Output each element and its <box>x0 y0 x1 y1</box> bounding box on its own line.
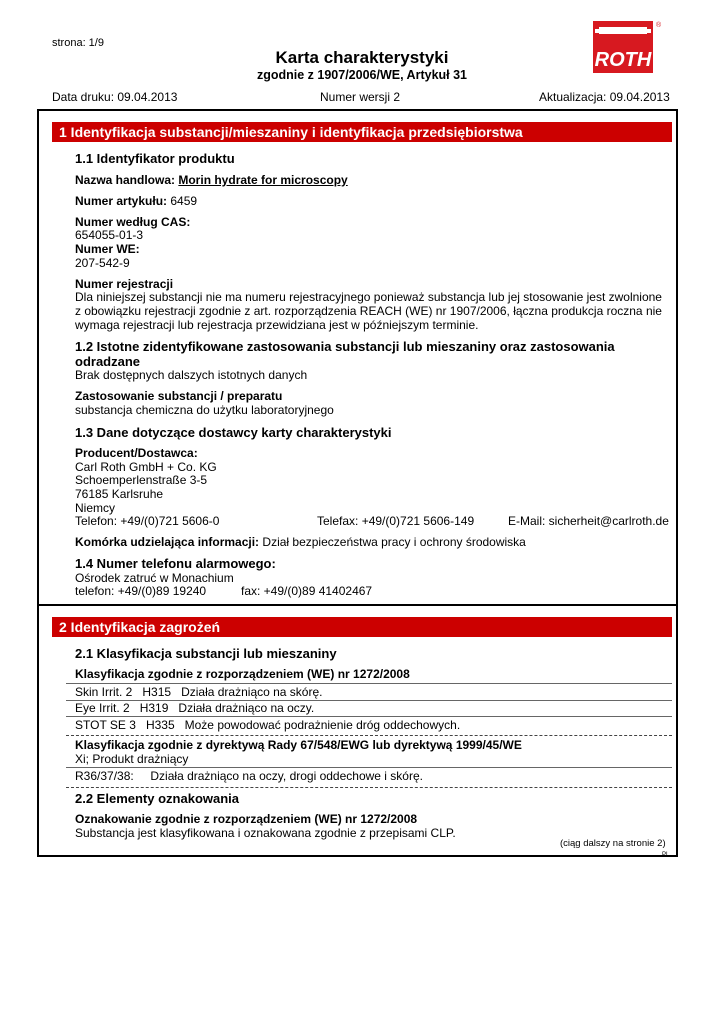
clp-code: H315 <box>142 685 172 699</box>
clp-text: Działa drażniąco na skórę. <box>181 685 323 699</box>
clp-text: Działa drażniąco na oczy. <box>178 701 315 715</box>
subsection-1-2-title-line-1: 1.2 Istotne zidentyfikowane zastosowania substancji lub mieszaniny oraz zastosowania <box>75 339 615 354</box>
dashed-separator-1 <box>66 735 672 736</box>
clp-class: STOT SE 3 <box>75 718 136 732</box>
trade-name-row <box>75 173 348 187</box>
use-value: substancja chemiczna do użytku laboratoryjnego <box>75 403 334 417</box>
dsd-code: R36/37/38: <box>75 769 134 783</box>
clp-class: Eye Irrit. 2 <box>75 701 130 715</box>
subsection-2-2-title: 2.2 Elementy oznakowania <box>75 791 240 806</box>
clp-row <box>75 701 314 715</box>
dsd-classification-label: Klasyfikacja zgodnie z dyrektywą Rady 67/548/EWG lub dyrektywą 1999/45/WE <box>75 738 522 752</box>
roth-logo <box>593 21 662 75</box>
article-number-label: Numer artykułu: <box>75 194 168 208</box>
company-street: Schoemperlenstraße 3-5 <box>75 473 208 487</box>
info-row <box>75 535 526 549</box>
section-2-heading: 2 Identyfikacja zagrożeń <box>52 617 672 637</box>
company-fax: Telefax: +49/(0)721 5606-149 <box>317 514 475 528</box>
subsection-1-2-title-line-2: odradzane <box>75 354 141 369</box>
we-label: Numer WE: <box>75 242 140 256</box>
company-email[interactable]: E-Mail: sicherheit@carlroth.de <box>508 514 669 528</box>
clp-code: H335 <box>145 718 175 732</box>
clp-text: Może powodować podrażnienie dróg oddechowych. <box>184 718 461 732</box>
company-country: Niemcy <box>75 501 116 515</box>
document-subtitle: zgodnie z 1907/2006/WE, Artykuł 31 <box>256 68 468 82</box>
article-number-value: 6459 <box>170 194 198 208</box>
logo-text: ROTH <box>594 49 652 71</box>
company-phone: Telefon: +49/(0)721 5606-0 <box>75 514 220 528</box>
page-number: strona: 1/9 <box>52 37 104 49</box>
info-value: Dział bezpieczeństwa pracy i ochrony środowiska <box>262 535 526 549</box>
info-label: Komórka udzielająca informacji: <box>75 535 260 549</box>
registration-text-line-2: z obowiązku rejestracji zgodnie z art. rozporządzenia REACH (WE) nr 1907/2006, łączna produkcja roczna nie <box>75 304 662 318</box>
emergency-phone: telefon: +49/(0)89 19240 <box>75 584 207 598</box>
clp-row <box>75 718 460 732</box>
dsd-text: Działa drażniąco na oczy, drogi oddechowe i skórę. <box>150 769 423 783</box>
subsection-1-3-title: 1.3 Dane dotyczące dostawcy karty charakterystyki <box>75 425 392 440</box>
company-name: Carl Roth GmbH + Co. KG <box>75 460 217 474</box>
producer-label: Producent/Dostawca: <box>75 446 198 460</box>
clp-classification-label: Klasyfikacja zgodnie z rozporządzeniem (WE) nr 1272/2008 <box>75 667 410 681</box>
subsection-1-4-title: 1.4 Numer telefonu alarmowego: <box>75 556 276 571</box>
version-number: Numer wersji 2 <box>320 90 401 104</box>
article-number-row <box>75 194 197 208</box>
subsection-1-1-title: 1.1 Identyfikator produktu <box>75 151 235 166</box>
dsd-separator <box>66 767 672 768</box>
section-divider <box>37 604 678 606</box>
we-value: 207-542-9 <box>75 256 130 270</box>
trade-name-label: Nazwa handlowa: <box>75 173 176 187</box>
emergency-fax: fax: +49/(0)89 41402467 <box>241 584 373 598</box>
uses-text: Brak dostępnych dalszych istotnych danych <box>75 368 308 382</box>
subsection-2-1-title: 2.1 Klasyfikacja substancji lub mieszaniny <box>75 646 337 661</box>
registration-text-line-1: Dla niniejszej substancji nie ma numeru rejestracyjnego ponieważ substancja lub jej stosowanie jest zwolnione <box>75 290 662 304</box>
dsd-symbol: Xi; Produkt drażniący <box>75 752 189 766</box>
clp-class: Skin Irrit. 2 <box>75 685 133 699</box>
clp-labelling-text: Substancja jest klasyfikowana i oznakowana zgodnie z przepisami CLP. <box>75 826 456 840</box>
company-city: 76185 Karlsruhe <box>75 487 164 501</box>
registration-label: Numer rejestracji <box>75 277 174 291</box>
trade-name-value: Morin hydrate for microscopy <box>178 173 348 187</box>
clp-labelling-label: Oznakowanie zgodnie z rozporządzeniem (WE) nr 1272/2008 <box>75 812 418 826</box>
clp-code: H319 <box>139 701 169 715</box>
update-date: Aktualizacja: 09.04.2013 <box>539 90 670 104</box>
continued-note: (ciąg dalszy na stronie 2) <box>560 838 666 849</box>
clp-separator-3 <box>66 716 672 717</box>
section-1-heading: 1 Identyfikacja substancji/mieszaniny i identyfikacja przedsiębiorstwa <box>52 122 672 142</box>
clp-row <box>75 685 322 699</box>
cas-label: Numer według CAS: <box>75 215 191 229</box>
print-date: Data druku: 09.04.2013 <box>52 90 178 104</box>
use-label: Zastosowanie substancji / preparatu <box>75 389 283 403</box>
poison-center: Ośrodek zatruć w Monachium <box>75 571 234 585</box>
clp-separator-1 <box>66 683 672 684</box>
language-code: PL <box>662 852 670 858</box>
document-title: Karta charakterystyki <box>275 48 449 67</box>
dsd-row <box>75 769 423 783</box>
logo-registered-mark: ® <box>656 22 662 29</box>
cas-value: 654055-01-3 <box>75 228 144 242</box>
dashed-separator-2 <box>66 787 672 788</box>
registration-text-line-3: wymaga rejestracji lub rejestracja przewidziana jest w późniejszym terminie. <box>75 318 479 332</box>
